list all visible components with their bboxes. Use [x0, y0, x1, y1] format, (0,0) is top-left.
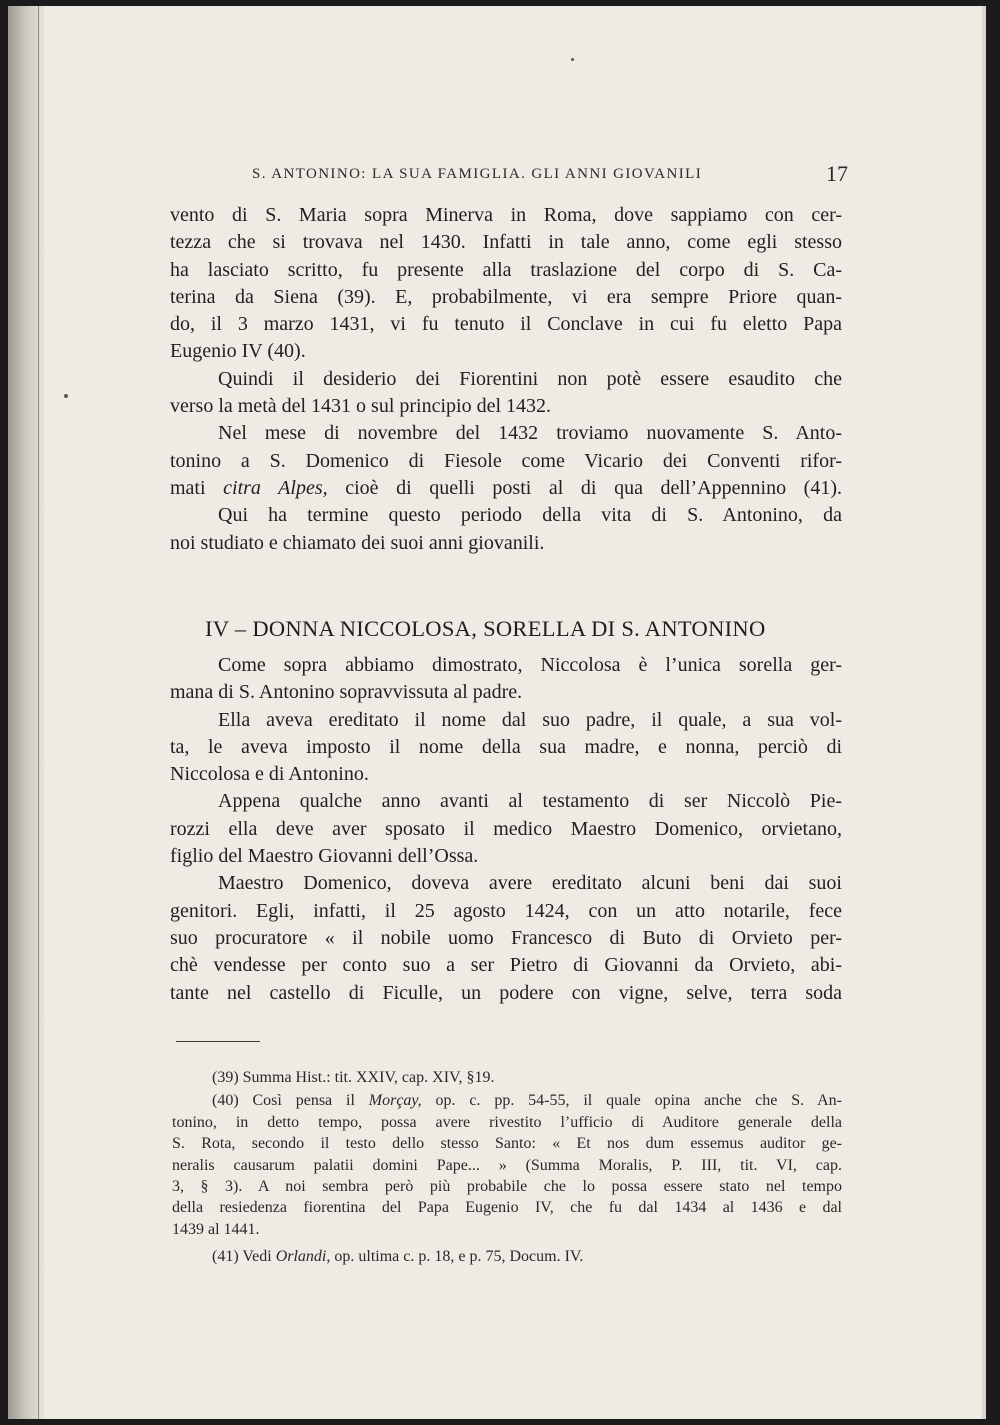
text-line: do, il 3 marzo 1431, vi fu tenuto il Conclave in cui fu eletto Papa [170, 313, 842, 336]
text-run: mati [170, 476, 224, 499]
footnote-line: tonino, in detto tempo, possa avere rivestito l’ufficio di Auditore generale della [172, 1113, 842, 1131]
page-number: 17 [826, 161, 848, 186]
paragraph [170, 366, 842, 421]
text-line-mixed [170, 475, 842, 502]
text-line: tonino a S. Domenico di Fiesole come Vicario dei Conventi rifor- [170, 449, 842, 472]
text-line: Qui ha termine questo periodo della vita di S. Antonino, da [218, 504, 842, 527]
footnote-line: 1439 al 1441. [172, 1220, 260, 1238]
text-line: chè vendesse per conto suo a ser Pietro di Giovanni da Orvieto, abi- [170, 954, 842, 977]
text-line: noi studiato e chiamato dei suoi anni giovanili. [170, 531, 545, 554]
text-line: ha lasciato scritto, fu presente alla traslazione del corpo di S. Ca- [170, 258, 842, 281]
text-line: verso la metà del 1431 o sul principio del 1432. [170, 395, 552, 418]
footnote-line: neralis causarum palatii domini Pape... » (Summa Moralis, P. III, tit. VI, cap. [172, 1156, 842, 1174]
text-line: Niccolosa e di Antonino. [170, 763, 369, 786]
body-text-top [170, 202, 842, 557]
text-line: suo procuratore « il nobile uomo Francesco di Buto di Orvieto per- [170, 926, 842, 949]
footnote-line-mixed [172, 1090, 842, 1111]
footnote-41 [172, 1246, 842, 1267]
paragraph [170, 420, 842, 502]
paper-speck [64, 394, 68, 398]
text-line: Appena qualche anno avanti al testamento di ser Niccolò Pie- [218, 790, 842, 813]
body-text-bottom [170, 652, 842, 1007]
text-line: tante nel castello di Ficulle, un podere con vigne, selve, terra soda [170, 981, 842, 1004]
footnotes [172, 1067, 842, 1270]
italic-run: citra Alpes, [223, 476, 328, 499]
footnote-39 [172, 1067, 842, 1088]
paragraph [170, 652, 842, 707]
paper-speck [571, 58, 574, 61]
text-run: op. ultima c. p. 18, e p. 75, Docum. IV. [330, 1248, 584, 1266]
text-line: rozzi ella deve aver sposato il medico Maestro Domenico, orvietano, [170, 817, 842, 840]
footnote-line: S. Rota, secondo il testo dello stesso Santo: « Et nos dum essemus auditor ge- [172, 1135, 842, 1153]
paragraph [170, 707, 842, 789]
text-line: Maestro Domenico, doveva avere ereditato alcuni beni dai suoi [218, 872, 842, 895]
text-run: cioè di quelli posti al di qua dell’Appennino (41). [327, 476, 843, 499]
text-run: op. c. pp. 54-55, il quale opina anche che S. An- [421, 1092, 843, 1110]
footnote-line: (39) Summa Hist.: tit. XXIV, cap. XIV, §19. [212, 1069, 495, 1086]
footnote-line: della resiedenza fiorentina del Papa Eugenio IV, che fu dal 1434 al 1436 e dal [172, 1199, 842, 1217]
text-run: (41) Vedi [212, 1248, 276, 1266]
footnote-rule [176, 1041, 260, 1042]
italic-run: Orlandi, [275, 1248, 331, 1266]
text-line: genitori. Egli, infatti, il 25 agosto 1424, con un atto notarile, fece [170, 899, 842, 922]
text-line: ta, le aveva imposto il nome della sua madre, e nonna, perciò di [170, 735, 842, 758]
text-line: mana di S. Antonino sopravvissuta al padre. [170, 681, 523, 704]
footnote-line-mixed [172, 1246, 842, 1267]
text-line: Come sopra abbiamo dimostrato, Niccolosa è l’unica sorella ger- [218, 654, 842, 676]
text-line: terina da Siena (39). E, probabilmente, vi era sempre Priore quan- [170, 285, 842, 308]
text-line: Quindi il desiderio dei Fiorentini non potè essere esaudito che [218, 367, 842, 390]
paragraph [170, 202, 842, 366]
text-run: (40) Così pensa il [212, 1092, 369, 1110]
section-heading: IV – DONNA NICCOLOSA, SORELLA DI S. ANTONINO [205, 616, 766, 641]
gutter-line [38, 6, 39, 1419]
paragraph [170, 502, 842, 557]
page-edge [982, 6, 986, 1419]
running-head: S. ANTONINO: LA SUA FAMIGLIA. GLI ANNI GIOVANILI [252, 166, 703, 182]
paragraph [170, 788, 842, 870]
text-line: Ella aveva ereditato il nome dal suo padre, il quale, a sua vol- [218, 708, 842, 731]
text-line: Nel mese di novembre del 1432 troviamo nuovamente S. Anto- [218, 422, 842, 445]
footnote-line: 3, § 3). A noi sembra però più probabile che lo possa essere stato nel tempo [172, 1178, 842, 1196]
paragraph [170, 870, 842, 1006]
footnote-40 [172, 1090, 842, 1240]
text-line: tezza che si trovava nel 1430. Infatti in tale anno, come egli stesso [170, 231, 842, 254]
text-line: Eugenio IV (40). [170, 340, 306, 363]
text-line: vento di S. Maria sopra Minerva in Roma, dove sappiamo con cer- [170, 204, 842, 226]
text-line: figlio del Maestro Giovanni dell’Ossa. [170, 845, 479, 868]
italic-run: Morçay, [368, 1092, 422, 1110]
